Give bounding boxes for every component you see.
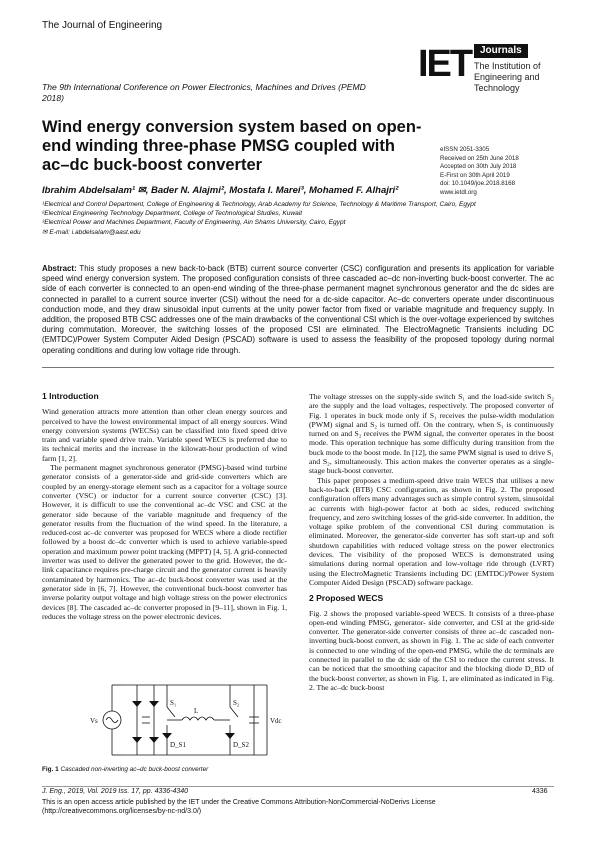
abstract-divider [42, 367, 554, 368]
affiliation-3: ³Electrical Power and Machines Department, Faculty of Engineering, Ain Shams University, Cairo, Egypt [42, 219, 346, 227]
figure-1-caption [42, 766, 208, 773]
label-l: L [194, 707, 199, 715]
logo-journals-badge: Journals [474, 44, 528, 58]
label-vdc: Vdc [270, 717, 282, 725]
label-ds2: D_S2 [233, 741, 249, 749]
paragraph: Fig. 2 shows the proposed variable-speed WECS. It consists of a three-phase open-end winding PMSG, generator- side converter, and CSI at the grid-side converter. The generator-side converter consists of three ac–dc cascaded non-inverting buck-boost convert, as shown in Fig. 1. The ac side of each converter is connected to one winding of the open-end PMSG, while the dc terminals are connected in parallel to the dc side of the CSI to reduce the current stress. It can be noticed that the smoothing capacitor and the blocking diode D_BD of the buck-boost converter, as shown in Fig. 1, are eliminated as indicated in Fig. 2. The ac–dc buck-boost [309, 608, 554, 692]
label-s1: S₁ [170, 699, 177, 707]
efirst-date: E-First on 30th April 2019 [440, 171, 510, 179]
affiliation-1: ¹Electrical and Control Department, College of Engineering & Technology, Arab Academy for Science, Technology & Maritime Transport, Cairo, Egypt [42, 201, 476, 208]
footer-citation: J. Eng., 2019, Vol. 2019 Iss. 17, pp. 4336-4340 [42, 788, 189, 795]
section-1-heading: 1 Introduction [42, 391, 99, 401]
column-right [309, 392, 554, 692]
page-number: 4336 [532, 788, 548, 795]
figure-label: Fig. 1 [42, 766, 59, 773]
footer-divider [42, 786, 554, 787]
section-2-heading: 2 Proposed WECS [309, 593, 384, 604]
affiliations [42, 200, 562, 237]
conference-name: The 9th International Conference on Power Electronics, Machines and Drives (PEMD 2018) [42, 82, 366, 103]
circuit-diagram [42, 677, 287, 765]
figure-1-circuit [42, 677, 287, 765]
label-s2: S₂ [233, 699, 240, 707]
paragraph: This paper proposes a medium-speed drive train WECS that utilises a new back-to-back (BTB) CSC configuration, as shown in Fig. 2. The proposed configuration offers many advantages such as simple control system, sinusoidal ac currents with high-power factor at both ac sides, reduced switching frequency, and zero switching losses of the grid-side converter. In addition, the voltage spike problem of the conventional CSI during commutation is eliminated. Moreover, the generator-side converter has soft start-up and soft shutdown capabilities with reduced voltage stress on the power electronics devices. The visibility of the proposed WECS is demonstrated using simulations during normal operation and low-voltage ride through (LVRT) using the ElectroMagnetic Transients including DC (EMTDC)/Power System Computer Aided Design (PSCAD) software package. [309, 475, 554, 587]
label-ds1: D_S1 [170, 741, 186, 749]
iet-logo [418, 44, 558, 104]
eissn: eISSN 2051-3305 [440, 146, 490, 153]
figure-caption-text: Cascaded non-inverting ac–dc buck-boost converter [60, 766, 209, 773]
logo-institution [474, 61, 564, 94]
paragraph: The permanent magnet synchronous generator (PMSG)-based wind turbine generator consists of a generator-side and grid-side converters which are coupled by an energy-storage element such as a capacitor for a voltage source converter (VSC) or inductor for a current source converter (CSC) [3]. However, it is difficult to use the conventional ac–dc VSC and CSC at the generator side because of the variable magnitude and frequency of the generator results from the fluctuation of the wind speed. In the literature, a reduced-cost ac–dc converter was proposed for WECS where a diode rectifier followed by a boost dc–dc converter which is used to achieve variable-speed operation and maximum power point tracking (MPPT) [4, 5]. A grid-connected inverter was used to deliver the generated power to the grid. However, the dc-link capacitance requires pre-charge circuit and the generator current is heavily contaminated by harmonics. The ac–dc buck-boost converter was used at the generator side in [6, 7]. However, the conventional buck-boost converter has inverse polarity output voltage and high voltage stress on the power electronics devices [8]. The cascaded ac–dc converter proposed in [9–11], shown in Fig. 1, reduces the voltage stress on the power electronic devices. [42, 463, 287, 621]
author-list: Ibrahim Abdelsalam¹ ✉, Bader N. Alajmi², Mostafa I. Marei³, Mohamed F. Alhajri² [42, 185, 399, 196]
paragraph: Wind generation attracts more attention than other clean energy sources and perceived to have the lowest environmental impact of all energy sources. Wind energy conversion systems (WECSs) can be classified into fixed speed drive train and variable speed drive train. Variable speed WECS is preferred due to its technical merits and the increase in the kilowatt-hour production of wind farm [1, 2]. [42, 407, 287, 463]
doi[interactable]: doi: 10.1049/joe.2018.8168 [440, 180, 516, 188]
affiliation-2: ²Electrical Engineering Technology Department, College of Technological Studies, Kuwait [42, 210, 303, 218]
column-left [42, 392, 287, 621]
abstract-label: Abstract: [42, 264, 77, 273]
logo-institution-line2: Engineering and Technology [474, 72, 540, 93]
corresponding-email[interactable]: ✉ E-mail: i.abdelsalam@aast.edu [42, 228, 141, 236]
paragraph: The voltage stresses on the supply-side switch S₁ and the load-side switch S₂ are the supply and the load voltages, respectively. The proposed converter of Fig. 1 operates in buck mode only if S₁ receives the pulse-width modulation (PWM) signal and S₂ is turned off. On the contrary, when S₁ is continuously turned on and S₂ receives the PWM signal, the converter operates in the boost mode. This operation technique has some difficulty during transition from the buck mode to the boost mode. In [12], the same PWM signal is used to drive S₁ and S₂, simultaneously. This action makes the converter operates as a single-stage buck-boost converter. [309, 392, 554, 476]
logo-institution-line1: The Institution of [474, 61, 541, 71]
footer-license[interactable]: This is an open access article published by the IET under the Creative Commons Attribution-NonCommercial-NoDerivs License (http://creativecommons.org/licenses/by-nc-nd/3.0/) [42, 799, 436, 815]
journal-name: The Journal of Engineering [42, 20, 163, 31]
article-metadata [440, 146, 519, 198]
abstract [42, 264, 554, 356]
abstract-text: This study proposes a new back-to-back (BTB) current source converter (CSC) configuration and presents its application for variable speed wind energy conversion system. The proposed configuration consists of three cascaded ac–dc non-inverting buck-boost converter. The ac side of each converter is connected to an open-end winding of the three-phase permanent magnet synchronous generator and the dc sides are connected in parallel to a current source inverter (CSI) without the need for a dc-side capacitor. Ac–dc converters operate under discontinuous conduction mode, and they draw sinusoidal input currents at the unity power factor from fixed or variable magnitude and frequency supply. In addition, the proposed BTB CSC addresses one of the main drawbacks of the conventional CSI which is the over-voltage experienced by switches during commutation. Moreover, the switching losses of the proposed CSI are eliminated. The ElectroMagnetic Transients including DC (EMTDC)/Power System Computer Aided Design (PSCAD) software is used to assess the feasibility of the proposed topology during normal operating conditions and during low voltage ride through. [42, 264, 554, 355]
label-vs: Vs [90, 717, 98, 725]
website-link[interactable]: www.ietdl.org [440, 188, 477, 196]
logo-brand: IET [418, 43, 472, 85]
accepted-date: Accepted on 30th July 2018 [440, 163, 517, 171]
paper-title: Wind energy conversion system based on open-end winding three-phase PMSG coupled with ac–dc buck-boost converter [42, 118, 422, 174]
received-date: Received on 25th June 2018 [440, 154, 519, 162]
